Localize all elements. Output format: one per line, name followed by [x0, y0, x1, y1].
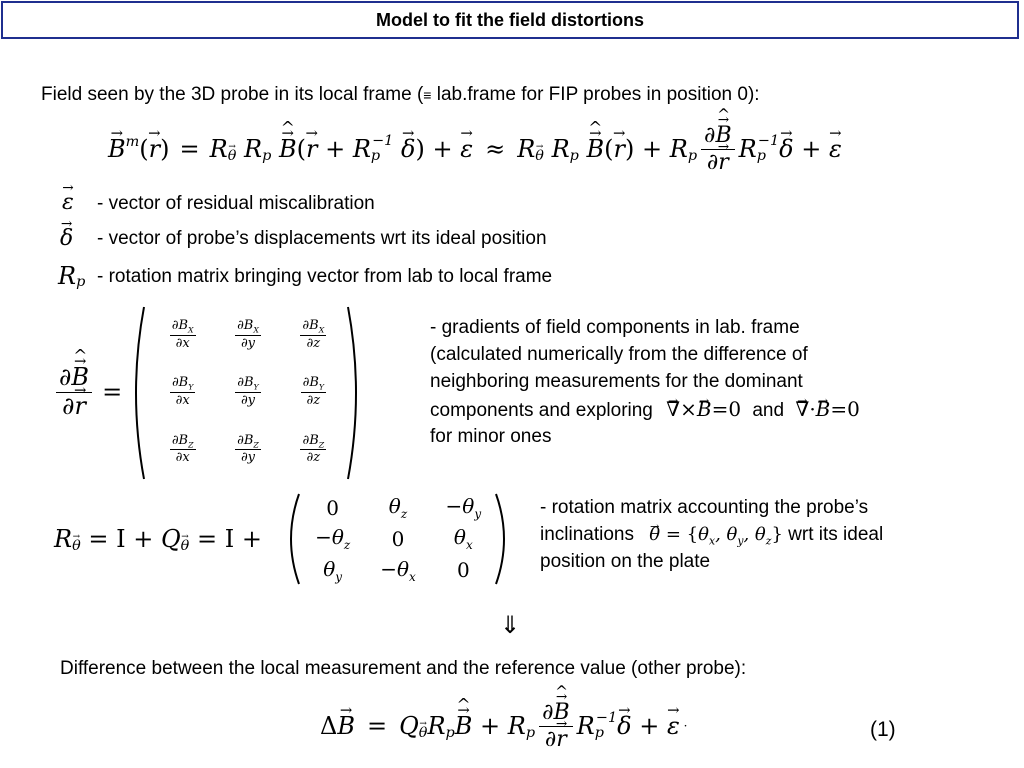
- divergence-expression: → ∇·→ B=0: [795, 397, 860, 421]
- slide-title: [1, 1, 1019, 39]
- gradient-matrix: [150, 306, 346, 478]
- difference-text: Difference between the local measurement and the reference value (other probe):: [60, 658, 747, 679]
- and-text: and: [752, 400, 785, 421]
- intro-text-part2: lab.frame for FIP probes in position 0):: [431, 84, 760, 105]
- rp-symbol: R p: [58, 262, 86, 290]
- rotation-line2-tail: wrt its ideal: [788, 524, 884, 545]
- r32: $-\theta_x$: [380, 556, 416, 584]
- final-equation: Δ → B = Q → $_\theta$ R p → B ^ + R $_p$ $\frac{\partial\to B \^{}}{\partial\to r}$ R $_p$ −1 → δ + → ε ·: [320, 694, 688, 758]
- down-arrow-icon: ⇓: [500, 612, 521, 639]
- gradient-line5: for minor ones: [430, 426, 552, 447]
- dBz-dy: $\frac{\partial B_Z}{\partial y}$: [237, 432, 259, 466]
- dBy-dx: $\frac{\partial B_Y}{\partial x}$: [171, 375, 194, 409]
- r31: $\theta_y$: [323, 556, 343, 584]
- delta-symbol: → δ: [60, 226, 73, 251]
- r33: 0: [456, 558, 470, 583]
- r23: $\theta_x$: [453, 525, 473, 553]
- gradient-line2: (calculated numerically from the difference of: [430, 344, 808, 365]
- epsilon-symbol: → ε: [62, 190, 74, 215]
- gradient-right-paren: [344, 304, 366, 482]
- dBx-dz: $\frac{\partial B_X}{\partial z}$: [302, 317, 325, 351]
- r12: $\theta_z$: [388, 494, 408, 522]
- rotation-matrix: [300, 492, 496, 586]
- r21: $-\theta_z$: [315, 525, 351, 553]
- r11: 0: [326, 495, 340, 520]
- dBz-dz: $\frac{\partial B_Z}{\partial z}$: [302, 432, 325, 466]
- gradient-lhs: $\frac{\partial\to B \^{}}{\partial\to r}$ =: [52, 352, 122, 432]
- epsilon-description: - vector of residual miscalibration: [97, 193, 375, 214]
- r13: $-\theta_y$: [445, 494, 482, 522]
- dBy-dz: $\frac{\partial B_Y}{\partial z}$: [302, 375, 325, 409]
- equiv-symbol: ≡: [423, 87, 432, 103]
- theta-set: → $\theta = \{\theta_x$, $\theta_y$, $\theta_z$}: [649, 524, 783, 545]
- rotation-lhs: R → θ = I + Q → $_\theta$ = I +: [54, 519, 262, 559]
- gradient-line4-text: components and exploring: [430, 400, 653, 421]
- rotation-line1: - rotation matrix accounting the probe’s: [540, 497, 869, 518]
- gradient-line3: neighboring measurements for the dominant: [430, 371, 803, 392]
- main-equation: → B $^m$ ( → r ) = R → $_\theta$ R p → B ^ ( → r + R $_p$ −1 → δ ) + → ε ≈ R → $_\theta$ R p → B ^ ( → r ) + R $_p$ $\frac{\partial\to B \^{}}{\partial\to r}$ R $_p$ −1 → δ + → ε: [108, 118, 842, 180]
- rotation-line3: position on the plate: [540, 551, 711, 572]
- intro-text-part1: Field seen by the 3D probe in its local frame (: [41, 84, 424, 105]
- dBz-dx: $\frac{\partial B_Z}{\partial x}$: [171, 432, 194, 466]
- slide-title-text: Model to fit the field distortions: [376, 9, 644, 30]
- gradient-line4: [430, 396, 860, 424]
- dBy-dy: $\frac{\partial B_Y}{\partial y}$: [237, 375, 259, 409]
- intro-text: [41, 81, 760, 109]
- r22: 0: [391, 526, 405, 551]
- dBx-dy: $\frac{\partial B_X}{\partial y}$: [237, 317, 259, 351]
- rp-description: - rotation matrix bringing vector from lab to local frame: [97, 266, 553, 287]
- equation-number: (1): [870, 718, 896, 741]
- delta-description: - vector of probe’s displacements wrt its ideal position: [97, 228, 547, 249]
- rotation-line2-text: inclinations: [540, 524, 634, 545]
- gradient-left-paren: [126, 304, 148, 482]
- dBx-dx: $\frac{\partial B_X}{\partial x}$: [171, 317, 194, 351]
- gradient-line1: - gradients of field components in lab. frame: [430, 317, 800, 338]
- curl-expression: → ∇×→ B=0: [666, 397, 741, 421]
